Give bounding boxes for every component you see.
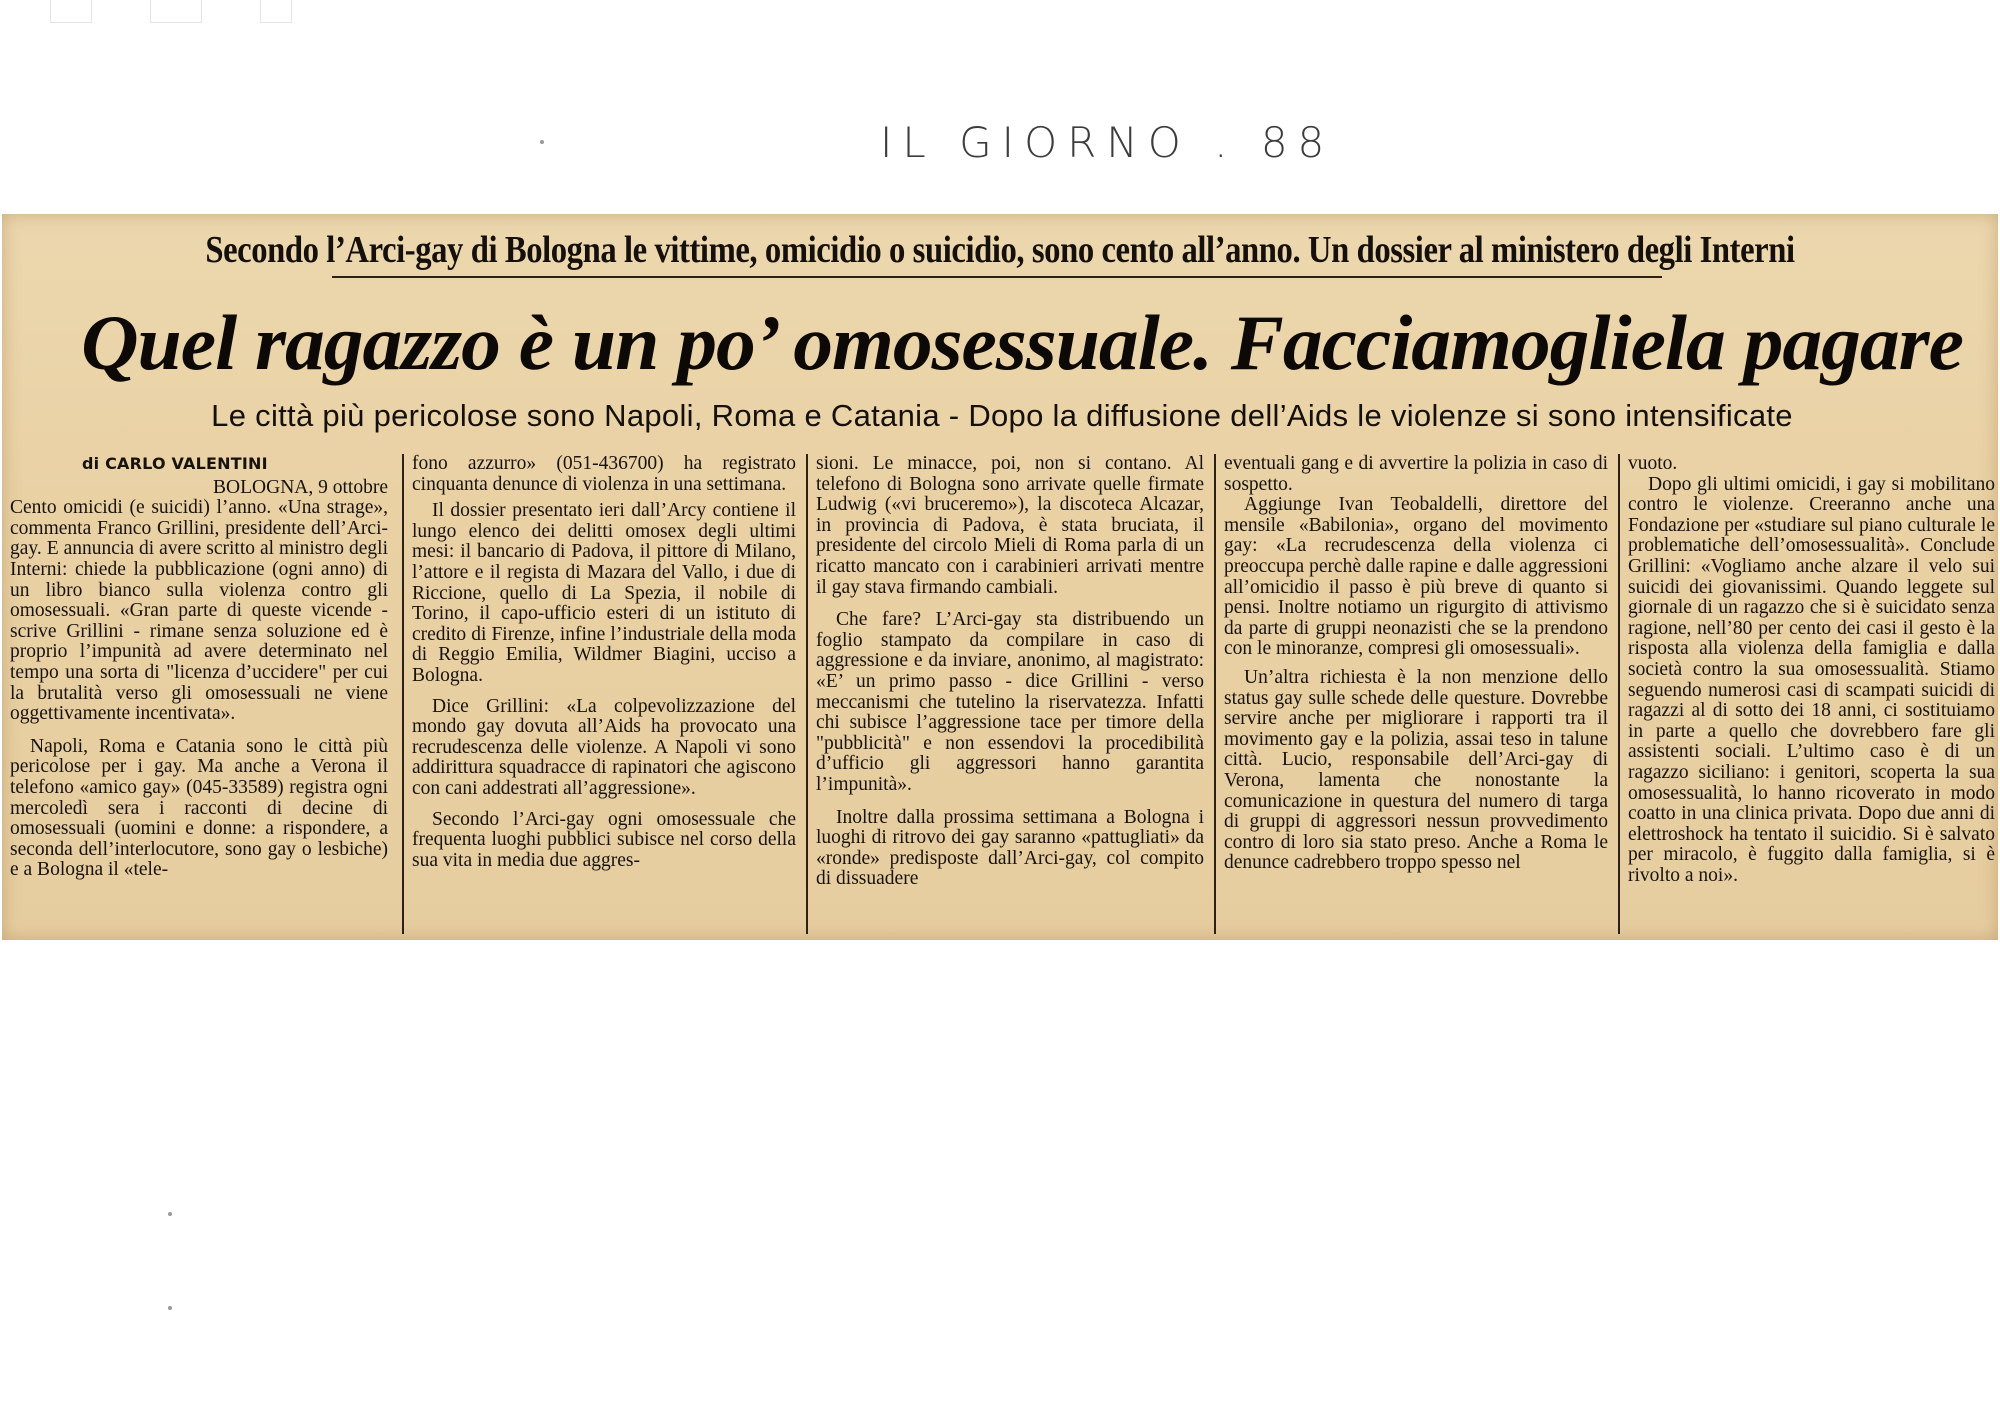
paragraph: sioni. Le minacce, poi, non si contano. Al telefono di Bologna sono arrivate quelle firmate Ludwig («vi bruceremo»), la discoteca Alcazar, in provincia di Padova, è stata bruciata, il presidente del circolo Mieli di Roma parla di un ricatto mancato con i carabinieri arrivati mentre il gay stava firmando cambiali. [816, 454, 1204, 598]
column-3 [816, 454, 1204, 934]
column-divider [402, 454, 404, 934]
newspaper-clipping [2, 214, 1998, 940]
paragraph: Che fare? L’Arci-gay sta distribuendo un foglio stampato da compilare in caso di aggressione e da inviare, anonimo, al magistrato: «E’ un primo passo - dice Grillini - verso meccanismi che tutelino la riservatezza. Infatti chi subisce l’aggressione tace per timore della "pubblicità" e non essendovi la procedibilità d’ufficio gli aggressori hanno garantita l’impunità». [816, 609, 1204, 795]
paragraph: Secondo l’Arci-gay ogni omosessuale che frequenta luoghi pubblici subisce nel corso della sua vita in media due aggres- [412, 808, 796, 871]
paragraph: Dopo gli ultimi omicidi, i gay si mobilitano contro le violenze. Creeranno anche una Fondazione per «studiare sul piano culturale le problematiche dell’omosessualità». Conclude Grillini: «Vogliamo anche alzare il velo sui suicidi dei giovanissimi. Quando leggete sul giornale di un ragazzo che si è suicidato senza ragione, nell’80 per cento dei casi il gesto è la risposta alla violenza della famiglia e dalla società contro la sua omosessualità. Stiamo seguendo numerosi casi di scampati suicidi di ragazzi al di sotto dei 18 anni, ci sostituiamo in parte a quello che dovrebbero fare gli assistenti sociali. L’ultimo caso è di un ragazzo siciliano: i genitori, scoperta la sua omosessualità, lo hanno ricoverato in modo coatto in una clinica privata. Dopo due anni di elettroshock ha tentato il suicidio. Si è salvato per miracolo, è fuggito dalla famiglia, si è rivolto a noi». [1628, 473, 1995, 886]
paragraph: Dice Grillini: «La colpevolizzazione del mondo gay dovuta all’Aids ha provocato una recrudescenza delle violenze. A Napoli vi sono addirittura squadracce di rapinatori che agiscono con cani addestrati all’aggressione». [412, 695, 796, 799]
article-headline: Quel ragazzo è un po’ omosessuale. Facciamogliela pagare [81, 299, 1963, 386]
scan-speck [168, 1212, 172, 1216]
kicker-underline [332, 276, 1662, 278]
column-5 [1628, 454, 1995, 934]
article-subhead: Le città più pericolose sono Napoli, Roma e Catania - Dopo la diffusione dell’Aids le violenze si sono intensificate [211, 398, 1793, 433]
dateline: BOLOGNA, 9 ottobre [213, 476, 388, 498]
column-divider [1618, 454, 1620, 934]
paragraph: Un’altra richiesta è la non menzione dello status gay sulle schede delle questure. Dovrebbe servire anche per migliorare i rapporti tra il movimento gay e la polizia, assai teso in talune città. Lucio, responsabile dell’Arci-gay di Verona, lamenta che nonostante la comunicazione in questura del numero di targa di gruppi di aggressori nessun provvedimento contro di loro sia stato preso. Anche a Roma le denunce cadrebbero troppo spesso nel [1224, 666, 1608, 874]
paragraph: Cento omicidi (e suicidi) l’anno. «Una strage», commenta Franco Grillini, presidente dell’Arci-gay. E annuncia di avere scritto al ministro degli Interni: chiede la pubblicazione (ogni anno) di un libro bianco sulla violenza contro gli omosessuali. «Gran parte di queste vicende - scrive Grillini - rimane senza soluzione ed è proprio l’impunità ad avere determinato nel tempo una sorta di "licenza d’uccidere" per cui la brutalità verso gli omosessuali ne viene oggettivamente incentivata». [10, 497, 388, 725]
paragraph: Il dossier presentato ieri dall’Arcy contiene il lungo elenco dei delitti omosex degli ultimi mesi: il bancario di Padova, il pittore di Milano, l’attore e il regista di Mazara del Vallo, i due di Riccione, quello di La Spezia, il nobile di Torino, il capo-ufficio esteri di un istituto di credito di Firenze, infine l’industriale della moda di Reggio Emilia, Wildmer Biagini, ucciso a Bologna. [412, 500, 796, 686]
column-4 [1224, 454, 1608, 934]
column-divider [806, 454, 808, 934]
paragraph: Napoli, Roma e Catania sono le città più pericolose per i gay. Ma anche a Verona il telefono «amico gay» (045-33589) registra ogni mercoledì sera i racconti di decine di omosessuali (uomini e donne: a rispondere, a seconda dell’interlocutore, sono gay o lesbiche) e a Bologna il «tele- [10, 735, 388, 881]
scan-edge-mark [50, 0, 92, 23]
column-divider [1214, 454, 1216, 934]
paragraph: Inoltre dalla prossima settimana a Bologna i luoghi di ritrovo dei gay saranno «pattugliati» da «ronde» predisposte dall’Arci-gay, col compito di dissuadere [816, 806, 1204, 890]
scan-edge-mark [150, 0, 202, 23]
scan-speck [540, 140, 544, 144]
article-body [10, 454, 1995, 934]
column-1 [10, 454, 388, 934]
scan-speck [168, 1306, 172, 1310]
article-kicker: Secondo l’Arci-gay di Bologna le vittime, omicidio o suicidio, sono cento all’anno. Un dossier al ministero degli Interni [205, 229, 1795, 271]
handwritten-source-note: IL GIORNO . 88 [880, 118, 1335, 167]
byline: di CARLO VALENTINI [82, 454, 268, 473]
paragraph: fono azzurro» (051-436700) ha registrato cinquanta denunce di violenza in una settimana. [412, 454, 796, 495]
column-2 [412, 454, 796, 934]
scan-edge-mark [260, 0, 292, 23]
paragraph: vuoto. [1628, 454, 1678, 474]
paragraph: eventuali gang e di avvertire la polizia in caso di sospetto. [1224, 454, 1608, 495]
paragraph: Aggiunge Ivan Teobaldelli, direttore del mensile «Babilonia», organo del movimento gay: «La recrudescenza della violenza ci preoccupa perchè dalle rapine e dalle aggressioni all’omicidio il passo è più breve di quanto si pensi. Inoltre notiamo un rigurgito di attivismo da parte di gruppi neonazisti che se la prendono con le minoranze, compresi gli omosessuali». [1224, 494, 1608, 660]
